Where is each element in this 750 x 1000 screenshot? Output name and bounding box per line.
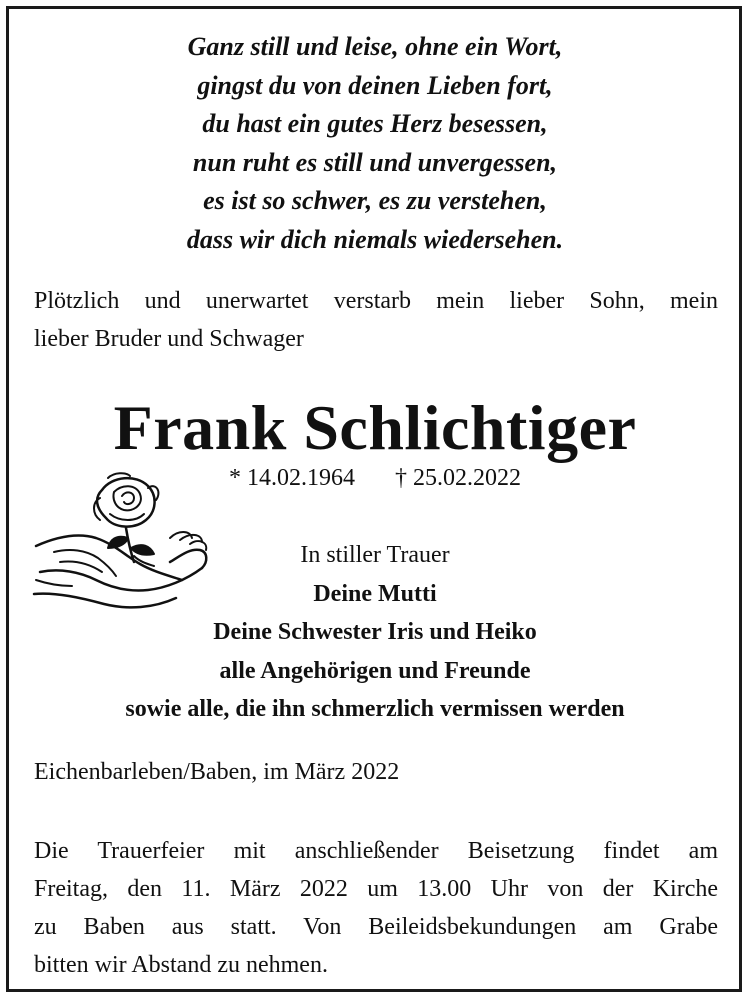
service-line: bitten wir Abstand zu nehmen. (34, 952, 328, 978)
service-line: Die Trauerfeier mit anschließender Beisetzung findet am (34, 838, 718, 864)
intro-line: lieber Bruder und Schwager (34, 326, 304, 352)
poem-line: du hast ein gutes Herz besessen, (202, 109, 548, 138)
mourners-heading: In stiller Trauer (300, 542, 450, 568)
mourner-line: Deine Schwester Iris und Heiko (213, 619, 537, 645)
mourners (0, 536, 750, 729)
mourner-line: sowie alle, die ihn schmerzlich vermissen werden (125, 696, 625, 722)
mourner-line: alle Angehörigen und Freunde (219, 657, 531, 684)
poem-line: gingst du von deinen Lieben fort, (197, 70, 553, 100)
poem (0, 28, 750, 259)
intro-line: Plötzlich und unerwartet verstarb mein lieber Sohn, mein (34, 288, 718, 314)
service-line: Freitag, den 11. März 2022 um 13.00 Uhr von der Kirche (34, 876, 718, 902)
poem-line: Ganz still und leise, ohne ein Wort, (187, 32, 563, 61)
poem-line: dass wir dich niemals wiedersehen. (186, 224, 564, 254)
poem-line: nun ruht es still und unvergessen, (192, 147, 558, 177)
birth-date: * 14.02.1964 (229, 465, 355, 491)
service-line: zu Baben aus statt. Von Beileidsbekundungen am Grabe (34, 914, 718, 940)
place-and-date: Eichenbarleben/Baben, im März 2022 (34, 759, 400, 785)
poem-line: es ist so schwer, es zu verstehen, (203, 186, 547, 215)
intro-text (34, 282, 718, 358)
deceased-name: Frank Schlichtiger (113, 392, 637, 463)
death-date: † 25.02.2022 (395, 465, 521, 491)
funeral-service-text (34, 832, 718, 984)
mourner-line: Deine Mutti (313, 580, 437, 607)
